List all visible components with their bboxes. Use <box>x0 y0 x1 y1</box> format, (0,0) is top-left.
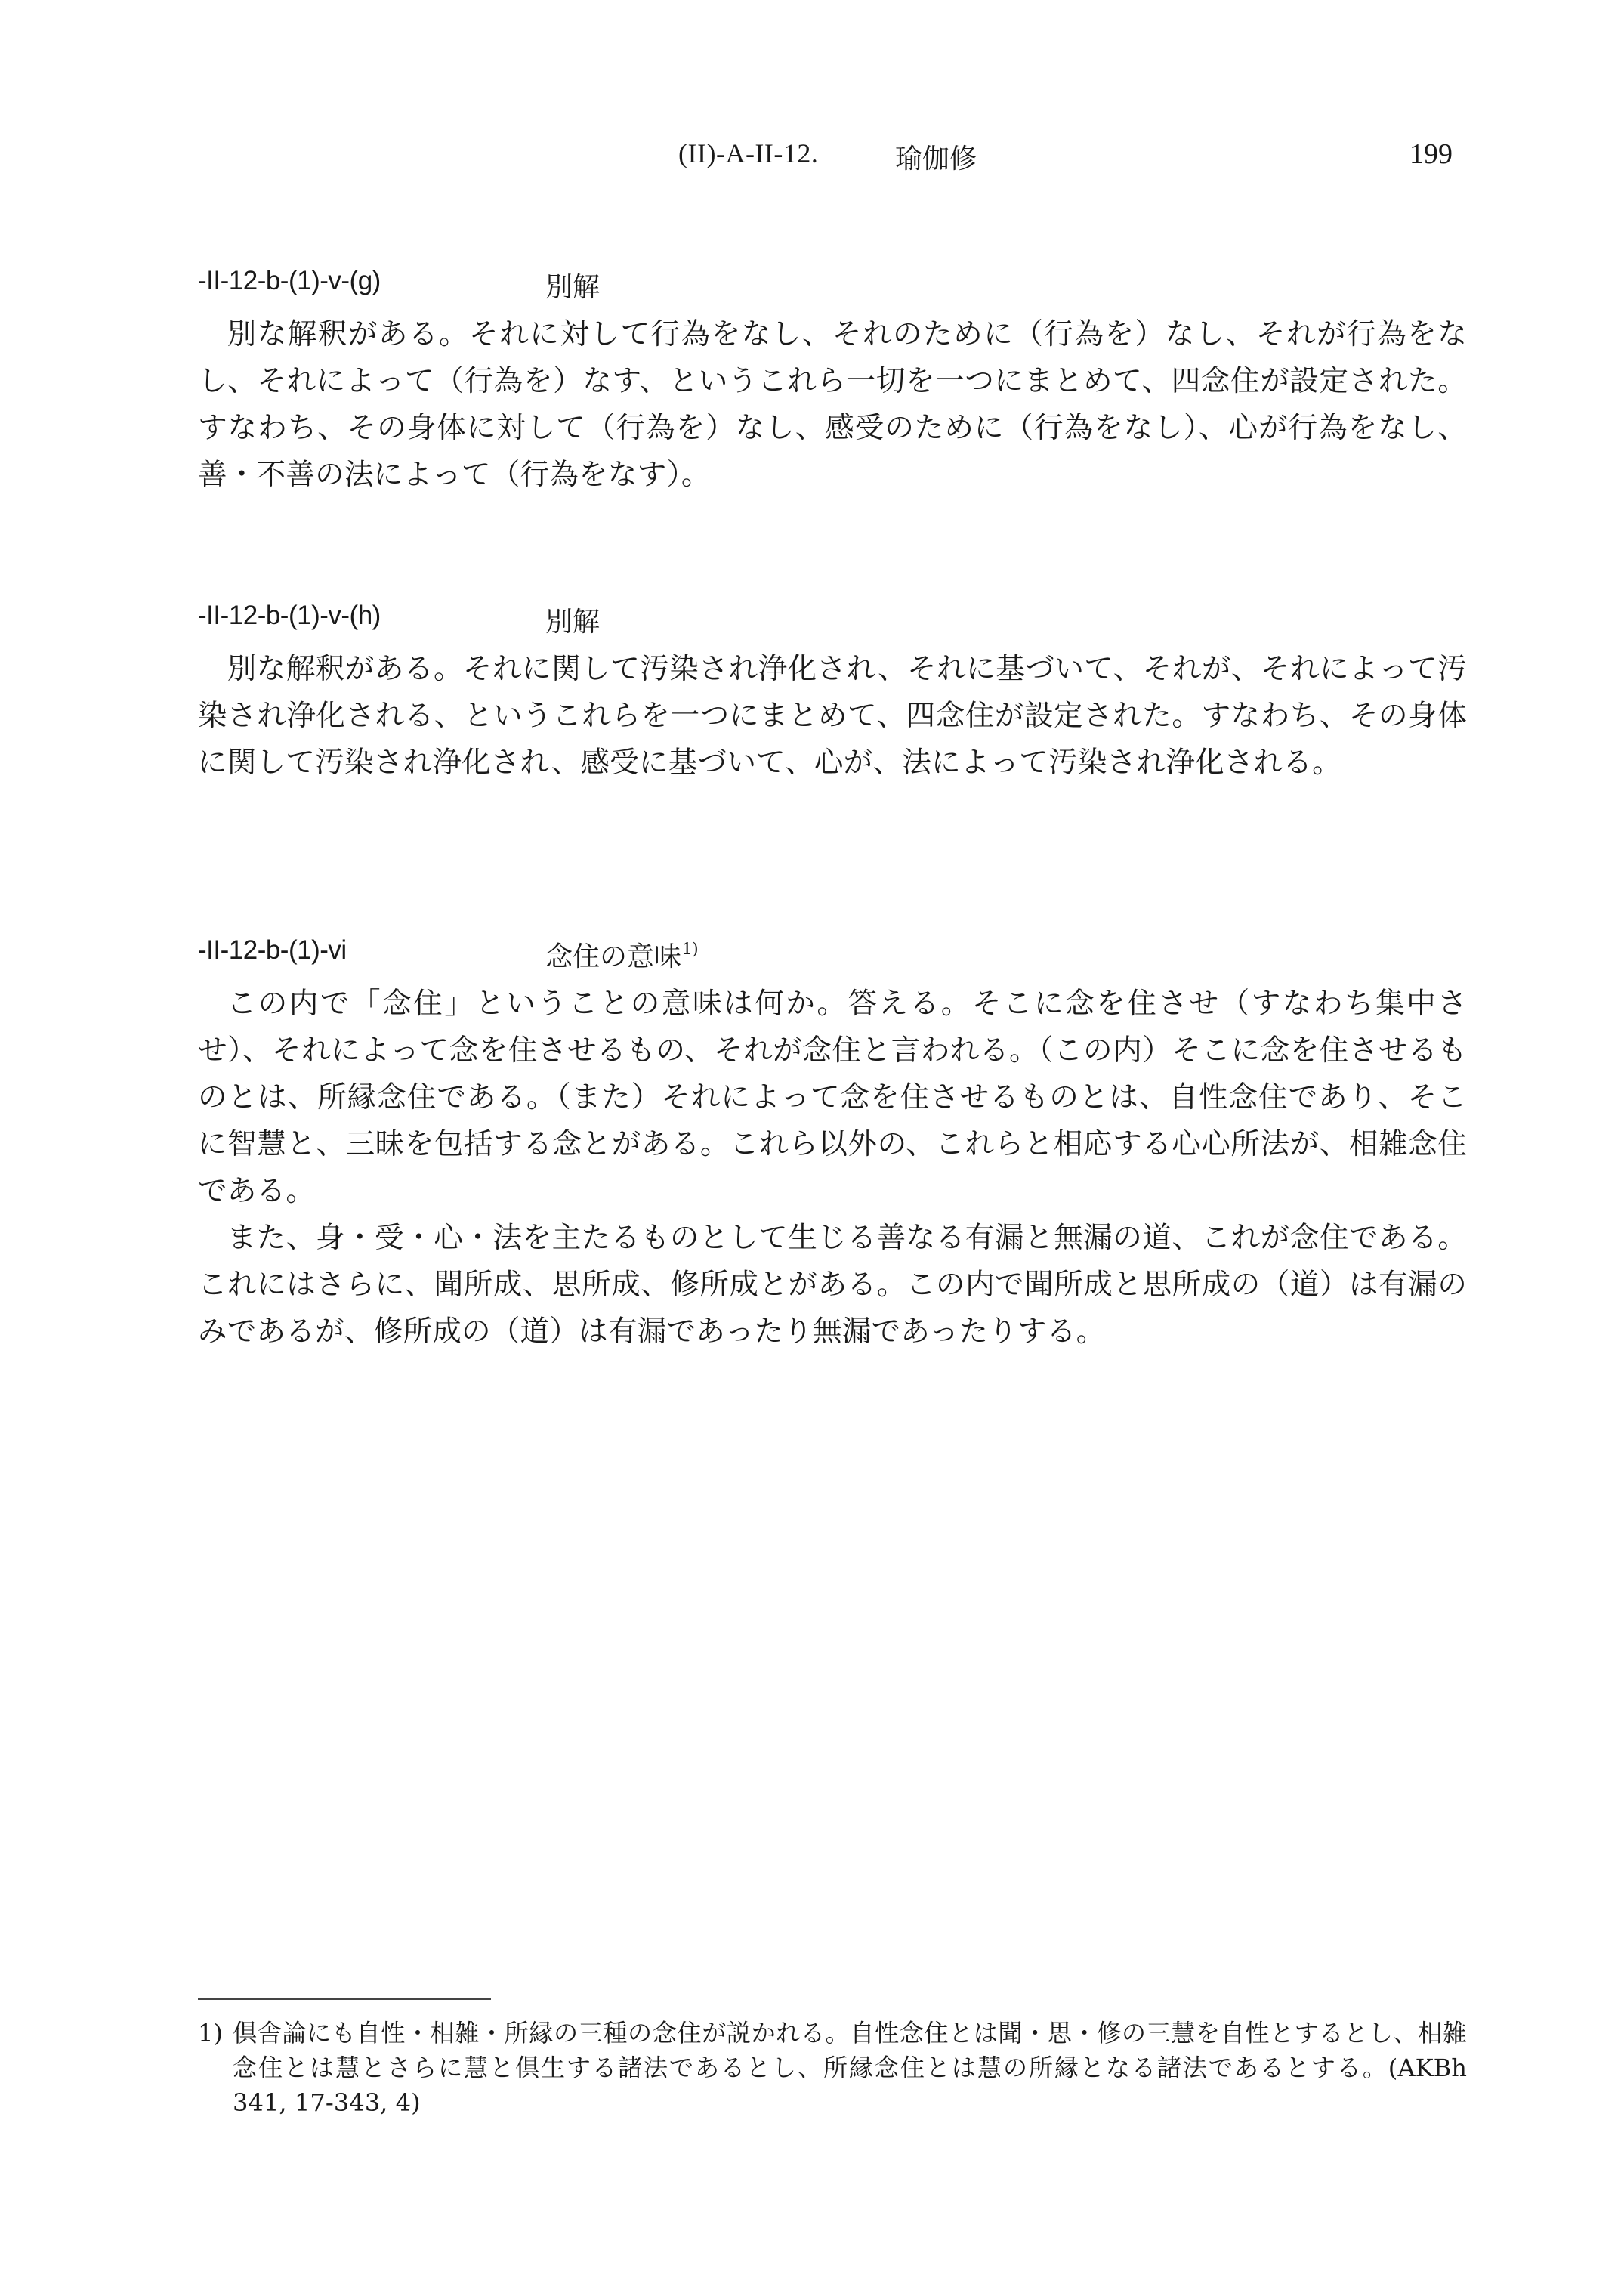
section-heading <box>198 601 1467 646</box>
running-head: (II)-A-II-12. <box>678 138 819 168</box>
paragraph: 別な解釈がある。それに対して行為をなし、それのために（行為を）なし、それが行為をなし、それによって（行為を）なす、というこれら一切を一つにまとめて、四念住が設定された。すなわち、その身体に対して（行為を）なし、感受のために（行為をなし）、心が行為をなし、善・不善の法によって（行為をなす）。 <box>198 317 1467 492</box>
section-id: -II-12-b-(1)-v-(h) <box>198 601 381 630</box>
section-vi <box>198 935 1467 1355</box>
section-title: 別解 <box>545 272 601 303</box>
section-heading <box>198 266 1467 311</box>
footnote <box>198 2016 1467 2120</box>
footnote-divider <box>198 1998 491 2000</box>
footnote-marker: 1) <box>198 2019 224 2047</box>
section-v-g <box>198 266 1467 499</box>
section-v-h <box>198 601 1467 786</box>
section-heading <box>198 935 1467 981</box>
page-number: 199 <box>1409 138 1453 170</box>
section-title: 別解 <box>545 607 601 638</box>
paragraph: この内で「念住」ということの意味は何か。答える。そこに念を住させ（すなわち集中させ）、それによって念を住させるもの、それが念住と言われる。（この内）そこに念を住させるものとは、所縁念住である。（また）それによって念を住させるものとは、自性念住であり、そこに智慧と、三昧を包括する念とがある。これら以外の、これらと相応する心心所法が、相雑念住である。 <box>198 987 1467 1208</box>
running-title: 瑜伽修 <box>895 144 977 175</box>
footnote-ref[interactable]: 1) <box>682 940 699 958</box>
section-title <box>545 935 699 974</box>
section-id: -II-12-b-(1)-v-(g) <box>198 266 381 295</box>
section-title-text: 念住の意味 <box>545 941 682 972</box>
paragraph: また、身・受・心・法を主たるものとして生じる善なる有漏と無漏の道、これが念住である。これにはさらに、聞所成、思所成、修所成とがある。この内で聞所成と思所成の（道）は有漏のみであるが、修所成の（道）は有漏であったり無漏であったりする。 <box>198 1221 1467 1349</box>
section-id: -II-12-b-(1)-vi <box>198 935 347 965</box>
running-header <box>0 138 1624 183</box>
footnote-text: 倶舎論にも自性・相雑・所縁の三種の念住が説かれる。自性念住とは聞・思・修の三慧を自性とするとし、相雑念住とは慧とさらに慧と倶生する諸法であるとし、所縁念住とは慧の所縁となる諸法であるとする。(AKBh 341, 17-343, 4) <box>233 2019 1467 2117</box>
paragraph: 別な解釈がある。それに関して汚染され浄化され、それに基づいて、それが、それによって汚染され浄化される、というこれらを一つにまとめて、四念住が設定された。すなわち、その身体に関して汚染され浄化され、感受に基づいて、心が、法によって汚染され浄化される。 <box>198 652 1467 780</box>
